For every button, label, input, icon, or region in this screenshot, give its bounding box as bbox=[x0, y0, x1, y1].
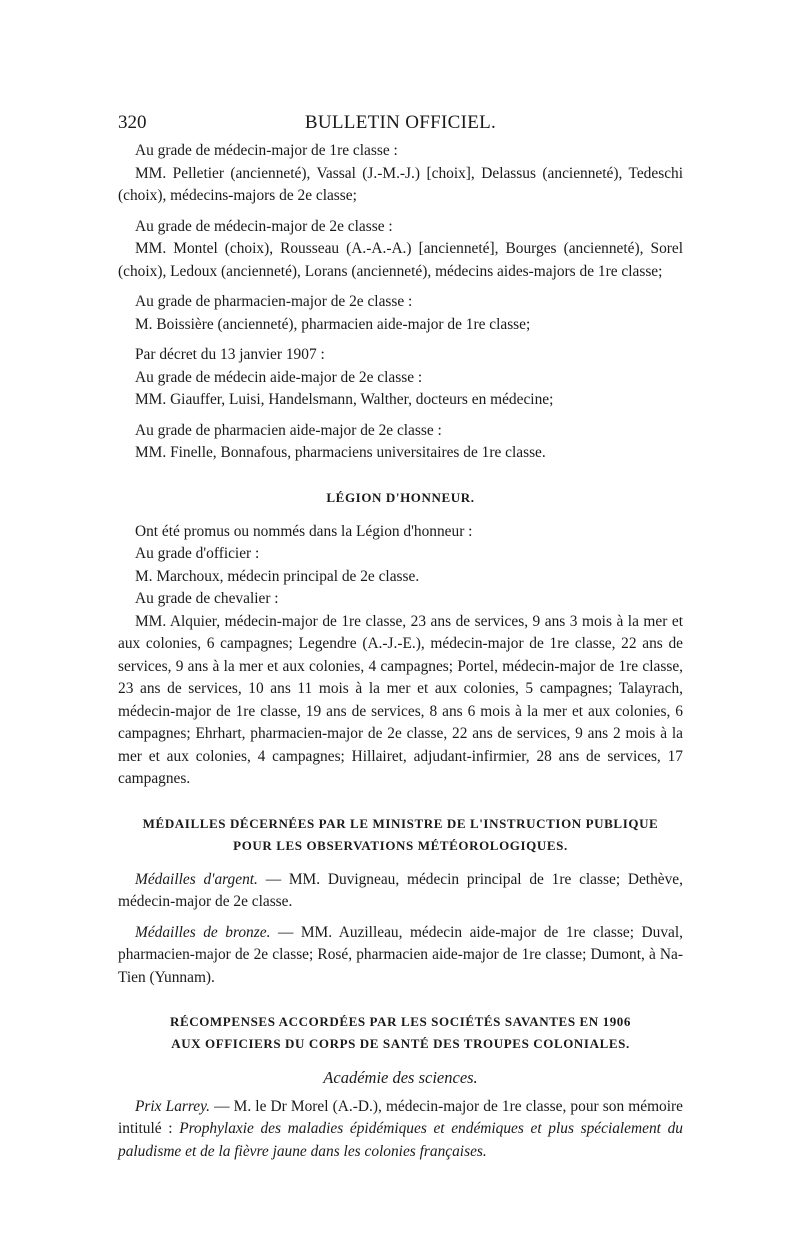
page bbox=[118, 112, 683, 1163]
paragraph: MM. Montel (choix), Rousseau (A.-A.-A.) [ancienneté], Bourges (ancienneté), Sorel (choix), Ledoux (ancienneté), Lorans (ancienneté), médecins aides-majors de 1re classe; bbox=[118, 240, 683, 280]
memoir-title: Prophylaxie des maladies épidémiques et endémiques et plus spécialement du paludisme et de la fièvre jaune dans les colonies françaises. bbox=[118, 1120, 683, 1160]
paragraph: Au grade de pharmacien-major de 2e classe : bbox=[135, 293, 413, 310]
paragraph: Au grade de médecin-major de 2e classe : bbox=[135, 217, 393, 235]
running-title: BULLETIN OFFICIEL. bbox=[304, 112, 497, 133]
paragraph: Au grade de chevalier : bbox=[135, 590, 279, 607]
paragraph bbox=[118, 869, 683, 914]
heading-line: AUX OFFICIERS DU CORPS DE SANTÉ DES TROUPES COLONIALES. bbox=[171, 1036, 630, 1051]
paragraph: MM. Pelletier (ancienneté), Vassal (J.-M.-J.) [choix], Delassus (ancienneté), Tedeschi (choix), médecins-majors de 2e classe; bbox=[118, 164, 683, 204]
section-heading-legion: LÉGION D'HONNEUR. bbox=[326, 489, 475, 505]
paragraph bbox=[118, 1096, 683, 1164]
paragraph: Ont été promus ou nommés dans la Légion d'honneur : bbox=[135, 522, 473, 540]
paragraph: M. Marchoux, médecin principal de 2e classe. bbox=[135, 567, 420, 585]
page-header bbox=[118, 112, 683, 134]
italic-label: Médailles d'argent. bbox=[135, 870, 258, 888]
section-heading-recompenses bbox=[118, 1011, 683, 1055]
paragraph: MM. Alquier, médecin-major de 1re classe, 23 ans de services, 9 ans 3 mois à la mer et aux colonies, 6 campagnes; Legendre (A.-J.-E.), médecin-major de 1re classe, 22 ans de services, 9 ans à la mer et aux colonies, 4 campagnes; Portel, médecin-major de 1re classe, 23 ans de services, 10 ans 11 mois à la mer et aux colonies, 5 campagnes; Talayrach, médecin-major de 1re classe, 19 ans de services, 8 ans 6 mois à la mer et aux colonies, 6 campagnes; Ehrhart, pharmacien-major de 2e classe, 22 ans de services, 9 ans 2 mois à la mer et aux colonies, 4 campagnes; Hillairet, adjudant-infirmier, 28 ans de services, 17 campagnes. bbox=[118, 612, 683, 787]
paragraph: MM. Finelle, Bonnafous, pharmaciens universitaires de 1re classe. bbox=[135, 444, 546, 461]
section-heading-medailles bbox=[118, 813, 683, 857]
paragraph: Au grade de pharmacien aide-major de 2e classe : bbox=[135, 421, 442, 439]
paragraph-text: — MM. Duvigneau, médecin principal de 1re classe; Dethève, médecin-major de 2e classe. bbox=[118, 870, 683, 910]
heading-line: MÉDAILLES DÉCERNÉES PAR LE MINISTRE DE L'INSTRUCTION PUBLIQUE bbox=[142, 815, 659, 831]
paragraph: Par décret du 13 janvier 1907 : bbox=[135, 346, 325, 363]
page-number: 320 bbox=[118, 112, 147, 133]
paragraph: Au grade de médecin-major de 1re classe : bbox=[135, 142, 398, 159]
paragraph: Au grade de médecin aide-major de 2e classe : bbox=[135, 368, 423, 386]
paragraph: M. Boissière (ancienneté), pharmacien aide-major de 1re classe; bbox=[135, 315, 531, 333]
italic-label: Médailles de bronze. bbox=[135, 923, 271, 941]
heading-line: RÉCOMPENSES ACCORDÉES PAR LES SOCIÉTÉS SAVANTES EN 1906 bbox=[169, 1014, 632, 1029]
paragraph: MM. Giauffer, Luisi, Handelsmann, Walther, docteurs en médecine; bbox=[135, 391, 554, 408]
paragraph-text: — MM. Auzilleau, médecin aide-major de 1re classe; Duval, pharmacien-major de 2e classe; Rosé, pharmacien aide-major de 1re classe; Dumont, à Na-Tien (Yunnam). bbox=[118, 923, 683, 986]
paragraph-text: — M. le Dr Morel (A.-D.), médecin-major de 1re classe, pour son mémoire intitulé : bbox=[118, 1097, 683, 1137]
paragraph bbox=[118, 922, 683, 990]
heading-line: POUR LES OBSERVATIONS MÉTÉOROLOGIQUES. bbox=[233, 837, 568, 853]
italic-label: Prix Larrey. bbox=[135, 1097, 210, 1115]
subheading: Académie des sciences. bbox=[323, 1068, 478, 1087]
paragraph: Au grade d'officier : bbox=[135, 545, 260, 562]
